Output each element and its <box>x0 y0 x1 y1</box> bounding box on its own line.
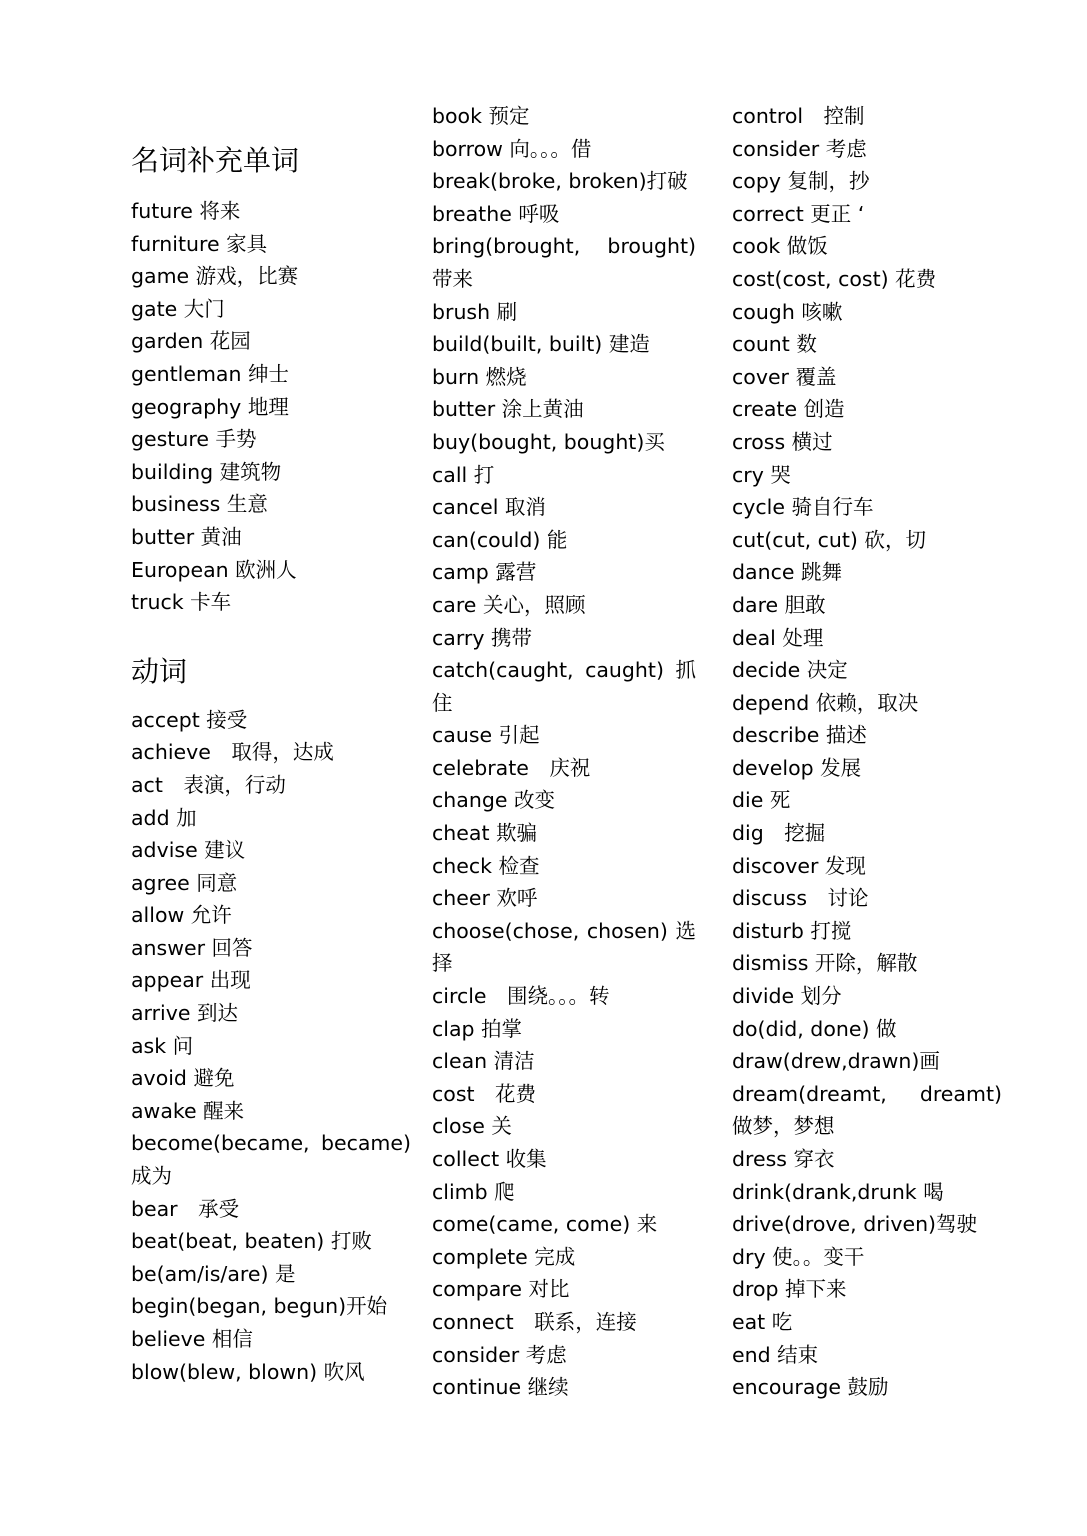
list-item: cook 做饭 <box>732 234 828 259</box>
list-item: control 控制 <box>732 104 865 128</box>
list-item: cancel 取消 <box>432 495 546 520</box>
list-item: close 关 <box>432 1114 512 1139</box>
list-item: begin(began, begun)开始 <box>131 1294 388 1319</box>
list-item: butter 黄油 <box>131 524 242 549</box>
list-item: dress 穿衣 <box>732 1147 835 1171</box>
list-item: add 加 <box>131 805 197 830</box>
list-item: achieve 取得，达成 <box>131 740 334 765</box>
list-item: act 表演，行动 <box>131 772 286 797</box>
list-item: furniture 家具 <box>131 231 268 256</box>
list-item: break(broke, broken)打破 <box>432 169 688 194</box>
list-item: garden 花园 <box>131 329 251 354</box>
list-item: cost(cost, cost) 花费 <box>732 266 937 291</box>
list-item: breathe 呼吸 <box>432 201 560 226</box>
list-item: geography 地理 <box>131 394 289 419</box>
list-item: allow 允许 <box>131 903 232 928</box>
list-item: European 欧洲人 <box>131 557 297 582</box>
list-item: correct 更正 ‘ <box>732 201 865 226</box>
list-item: depend 依赖，取决 <box>732 690 919 715</box>
list-item: beat(beat, beaten) 打败 <box>131 1229 372 1254</box>
list-item: develop 发展 <box>732 755 862 780</box>
list-item: dismiss 开除，解散 <box>732 951 918 976</box>
list-item: appear 出现 <box>131 968 251 993</box>
list-item: brush 刷 <box>432 299 518 324</box>
verbs-list-col3 <box>732 100 1002 1404</box>
list-item: dig 挖掘 <box>732 821 826 846</box>
list-item: answer 回答 <box>131 935 253 960</box>
list-item: consider 考虑 <box>732 136 867 161</box>
list-item: butter 涂上黄油 <box>432 397 584 422</box>
list-item: book 预定 <box>432 104 530 128</box>
list-item: bear 承受 <box>131 1196 240 1221</box>
list-item: gate 大门 <box>131 296 225 321</box>
list-item: borrow 向。。。借 <box>432 136 592 161</box>
list-item: gesture 手势 <box>131 427 257 452</box>
list-item: buy(bought, bought)买 <box>432 429 665 454</box>
list-item: ask 问 <box>131 1033 194 1058</box>
list-item: call 打 <box>432 462 495 487</box>
list-item: end 结束 <box>732 1342 819 1367</box>
list-item: believe 相信 <box>131 1327 253 1351</box>
list-item: cost 花费 <box>432 1081 537 1106</box>
verbs-list-col1 <box>131 704 411 1388</box>
list-item: disturb 打搅 <box>732 918 852 943</box>
list-item: building 建筑物 <box>131 459 282 484</box>
list-item: build(built, built) 建造 <box>432 332 650 357</box>
list-item: cough 咳嗽 <box>732 299 843 324</box>
nouns-heading: 名词补充单词 <box>131 144 300 177</box>
list-item: deal 处理 <box>732 625 824 650</box>
column-1 <box>131 100 411 1388</box>
column-3 <box>732 100 1002 1404</box>
list-item: cover 覆盖 <box>732 364 837 389</box>
list-item: drive(drove, driven)驾驶 <box>732 1212 978 1237</box>
list-item: gentleman 绅士 <box>131 361 290 386</box>
list-item: celebrate 庆祝 <box>432 755 591 780</box>
list-item: burn 燃烧 <box>432 364 527 389</box>
list-item: clap 拍掌 <box>432 1016 523 1041</box>
list-item: advise 建议 <box>131 838 246 863</box>
list-item: truck 卡车 <box>131 590 232 615</box>
list-item: arrive 到达 <box>131 1001 239 1026</box>
list-item: become(became, became) 成为 <box>131 1131 411 1189</box>
list-item: compare 对比 <box>432 1277 570 1302</box>
nouns-list <box>131 195 411 619</box>
verbs-list-col2 <box>432 100 696 1404</box>
list-item: bring(brought, brought) 带来 <box>432 234 696 291</box>
list-item: cycle 骑自行车 <box>732 495 874 520</box>
list-item: create 创造 <box>732 397 845 422</box>
list-item: carry 携带 <box>432 625 532 650</box>
list-item: cause 引起 <box>432 723 540 748</box>
list-item: dream(dreamt, dreamt) 做梦，梦想 <box>732 1081 1002 1139</box>
list-item: cheat 欺骗 <box>432 821 537 846</box>
list-item: die 死 <box>732 788 791 813</box>
list-item: dance 跳舞 <box>732 560 842 585</box>
list-item: discover 发现 <box>732 853 866 878</box>
list-item: eat 吃 <box>732 1309 793 1334</box>
list-item: circle 围绕。。。转 <box>432 984 610 1009</box>
column-2 <box>432 100 696 1404</box>
list-item: accept 接受 <box>131 707 248 732</box>
list-item: describe 描述 <box>732 723 867 748</box>
list-item: blow(blew, blown) 吹风 <box>131 1359 365 1384</box>
list-item: cry 哭 <box>732 462 791 487</box>
list-item: awake 醒来 <box>131 1098 245 1123</box>
list-item: connect 联系，连接 <box>432 1309 637 1334</box>
list-item: catch(caught, caught) 抓住 <box>432 658 696 715</box>
list-item: choose(chose, chosen) 选择 <box>432 918 696 976</box>
list-item: come(came, come) 来 <box>432 1212 658 1237</box>
list-item: drink(drank,drunk 喝 <box>732 1179 944 1204</box>
list-item: care 关心，照顾 <box>432 592 586 617</box>
list-item: draw(drew,drawn)画 <box>732 1049 940 1074</box>
list-item: cut(cut, cut) 砍，切 <box>732 527 926 552</box>
list-item: dare 胆敢 <box>732 592 826 617</box>
list-item: future 将来 <box>131 199 241 223</box>
list-item: can(could) 能 <box>432 527 568 552</box>
list-item: drop 掉下来 <box>732 1277 847 1302</box>
list-item: collect 收集 <box>432 1147 547 1171</box>
list-item: game 游戏，比赛 <box>131 264 299 289</box>
list-item: check 检查 <box>432 853 540 878</box>
list-item: consider 考虑 <box>432 1342 567 1367</box>
list-item: agree 同意 <box>131 870 238 895</box>
list-item: change 改变 <box>432 788 555 813</box>
verbs-heading: 动词 <box>131 654 188 688</box>
list-item: avoid 避免 <box>131 1066 235 1091</box>
list-item: decide 决定 <box>732 658 848 683</box>
list-item: be(am/is/are) 是 <box>131 1261 296 1286</box>
list-item: cross 横过 <box>732 429 833 454</box>
list-item: copy 复制，抄 <box>732 169 870 194</box>
list-item: encourage 鼓励 <box>732 1375 889 1400</box>
list-item: do(did, done) 做 <box>732 1016 897 1041</box>
list-item: continue 继续 <box>432 1375 569 1400</box>
list-item: business 生意 <box>131 492 268 517</box>
list-item: cheer 欢呼 <box>432 886 538 911</box>
list-item: dry 使。。变干 <box>732 1244 865 1269</box>
list-item: divide 划分 <box>732 984 842 1009</box>
list-item: discuss 讨论 <box>732 886 869 911</box>
list-item: camp 露营 <box>432 560 537 585</box>
list-item: count 数 <box>732 332 817 357</box>
list-item: climb 爬 <box>432 1179 515 1204</box>
list-item: complete 完成 <box>432 1244 576 1269</box>
section-spacer <box>131 619 411 652</box>
list-item: clean 清洁 <box>432 1049 535 1074</box>
